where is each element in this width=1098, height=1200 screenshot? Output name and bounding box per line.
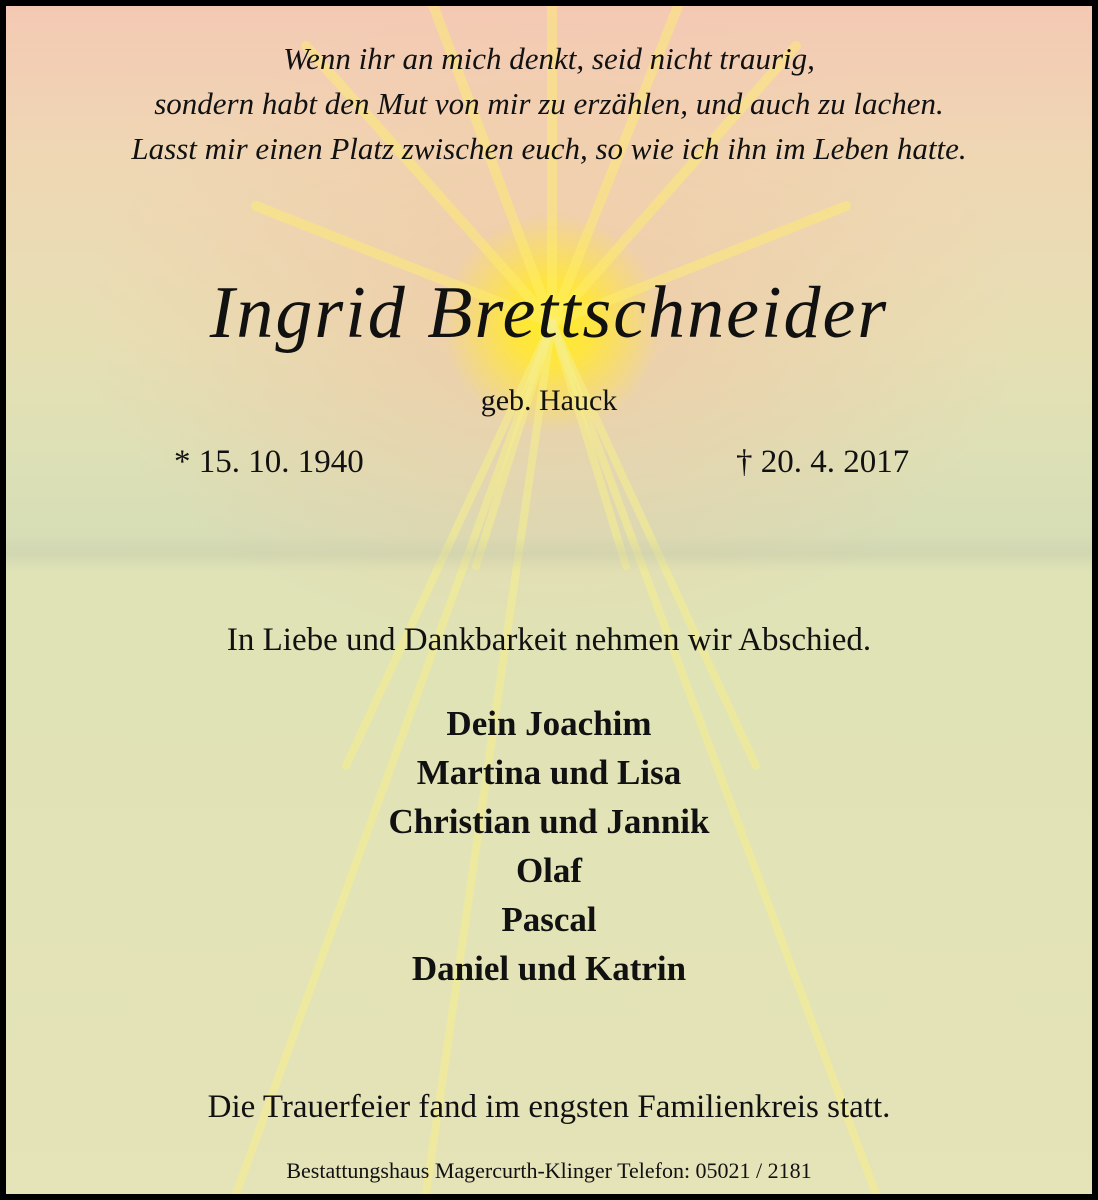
mourners-list (6, 699, 1092, 993)
horizon-band (6, 536, 1092, 572)
ceremony-note: Die Trauerfeier fand im engsten Familienkreis statt. (207, 1089, 891, 1125)
memorial-poem (6, 36, 1092, 171)
farewell-text: In Liebe und Dankbarkeit nehmen wir Abschied. (226, 622, 872, 658)
birth-name: geb. Hauck (480, 384, 618, 417)
sun-rays-background (6, 6, 1092, 1194)
deceased-name: Ingrid Brettschneider (209, 272, 889, 354)
death-date: † 20. 4. 2017 (736, 444, 910, 480)
poem-line: Lasst mir einen Platz zwischen euch, so wie ich ihn im Leben hatte. (131, 131, 967, 166)
mourner-name: Pascal (501, 900, 597, 939)
mourner-name: Daniel und Katrin (411, 949, 687, 988)
birth-date: * 15. 10. 1940 (174, 444, 364, 480)
poem-line: Wenn ihr an mich denkt, seid nicht traurig, (283, 41, 815, 76)
mourner-name: Olaf (515, 851, 583, 890)
mourner-name: Martina und Lisa (416, 753, 682, 792)
funeral-home-contact: Bestattungshaus Magercurth-Klinger Telefon: 05021 / 2181 (286, 1158, 812, 1183)
poem-line: sondern habt den Mut von mir zu erzählen, und auch zu lachen. (154, 86, 944, 121)
mourner-name: Dein Joachim (446, 704, 652, 743)
mourner-name: Christian und Jannik (388, 802, 710, 841)
